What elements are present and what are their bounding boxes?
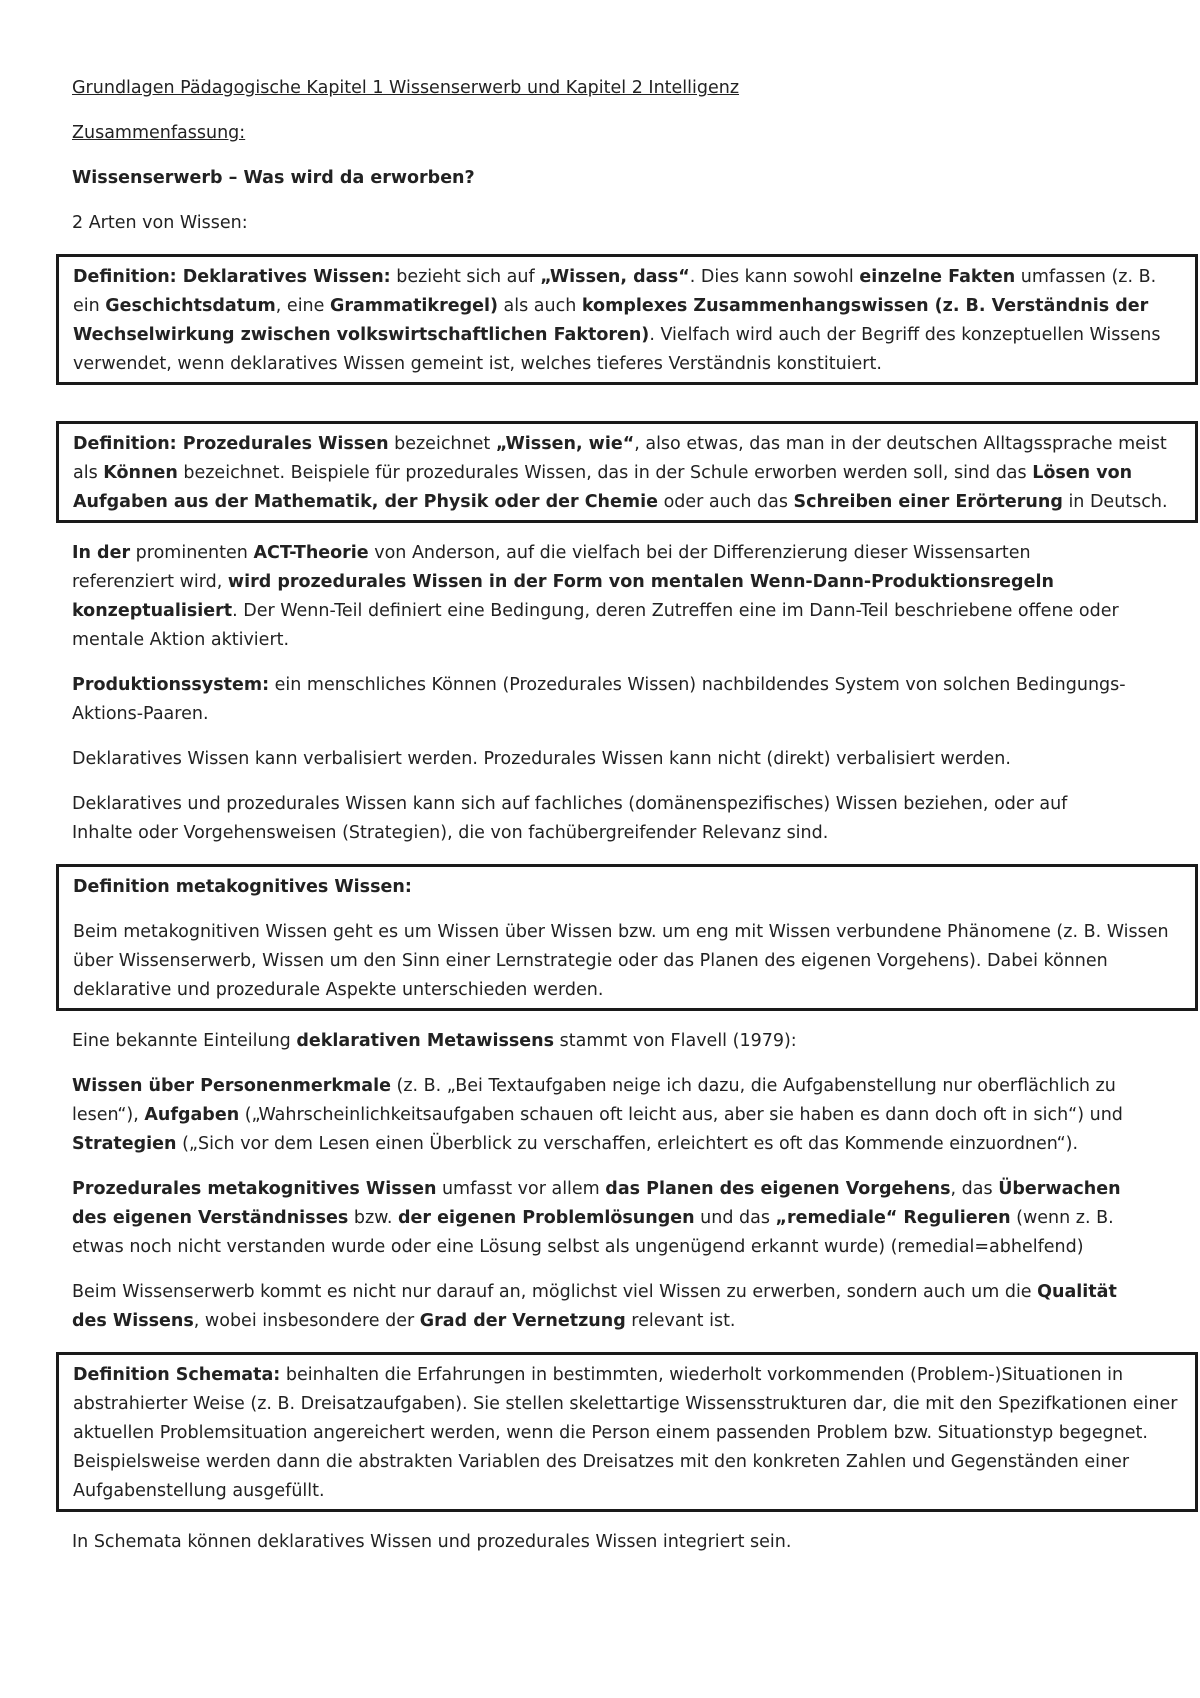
text-run: in Deutsch. [1062, 492, 1168, 512]
bold-run: „Wissen, dass“ [540, 267, 690, 287]
bold-run: „remediale“ Regulieren [775, 1208, 1011, 1228]
bold-run: Strategien [72, 1134, 177, 1154]
flavell-paragraph [72, 1027, 1132, 1056]
section-heading [72, 164, 1132, 193]
bold-run: Grad der Vernetzung [419, 1311, 626, 1331]
text-run: bezieht sich auf [390, 267, 541, 287]
bold-run: Können [103, 463, 178, 483]
bold-run: wird prozedurales Wissen in der Form von mentalen Wenn-Dann-Produktionsregeln konzeptualisiert [72, 572, 1054, 621]
text-run: umfasst vor allem [436, 1179, 606, 1199]
production-system-paragraph [72, 671, 1132, 729]
quality-paragraph [72, 1278, 1132, 1336]
text-run: bzw. [348, 1208, 398, 1228]
bold-run: das Planen des eigenen Vorgehens [605, 1179, 951, 1199]
definition-schema-text [73, 1361, 1181, 1506]
text-run: stammt von Flavell (1979): [554, 1031, 797, 1051]
domain-paragraph: Deklaratives und prozedurales Wissen kann sich auf fachliches (domänenspezifisches) Wissen beziehen, oder auf Inhalte oder Vorgehensweisen (Strategien), die von fachübergreifender Relevanz sind. [72, 794, 1068, 843]
section-intro: 2 Arten von Wissen: [72, 213, 248, 233]
bold-run: ACT-Theorie [253, 543, 369, 563]
section-heading-text: Wissenserwerb – Was wird da erworben? [72, 168, 475, 188]
text-run: Beim Wissenserwerb kommt es nicht nur darauf an, möglichst viel Wissen zu erwerben, sondern auch um die [72, 1282, 1038, 1302]
text-run: , das [950, 1179, 999, 1199]
text-run: prominenten [130, 543, 254, 563]
bold-run: komplexes Zusammenhangswissen (z. B. Verständnis der Wechselwirkung zwischen volkswirtschaftlichen Faktoren) [73, 296, 1149, 345]
text-run: , wobei insbesondere der [193, 1311, 420, 1331]
bold-run: Aufgaben [144, 1105, 240, 1125]
bold-run: einzelne Fakten [859, 267, 1016, 287]
bold-run: „Wissen, wie“ [495, 434, 635, 454]
bold-run: Schreiben einer Erörterung [793, 492, 1063, 512]
definition-box-schemata [56, 1352, 1198, 1512]
bold-run: deklarativen Metawissens [296, 1031, 555, 1051]
definition-meta-label [73, 873, 1181, 902]
text-run: (wenn z. B. etwas noch nicht verstanden wurde oder eine Lösung selbst als ungenügend erkannt wurde) (remedial=abhelfend) [72, 1208, 1114, 1257]
bold-run: Prozedurales metakognitives Wissen [72, 1179, 437, 1199]
bold-run: der eigenen Problemlösungen [398, 1208, 695, 1228]
text-run: . Vielfach wird auch der Begriff des konzeptuellen Wissens verwendet, wenn deklaratives Wissen gemeint ist, welches tieferes Verständnis konstituiert. [73, 325, 1161, 374]
text-run: oder auch das [658, 492, 794, 512]
document-content [72, 74, 1178, 1557]
definition-box-declarative [56, 254, 1198, 385]
text-run: als auch [497, 296, 582, 316]
bold-run: Produktionssystem: [72, 675, 270, 695]
definition-label: Definition: Deklaratives Wissen: [73, 267, 391, 287]
text-run: , eine [275, 296, 330, 316]
text-run: Eine bekannte Einteilung [72, 1031, 297, 1051]
text-run: von Anderson, auf die vielfach bei der Differenzierung dieser Wissensarten referenziert wird, [72, 543, 1031, 592]
text-run: (z. B. „Bei Textaufgaben neige ich dazu, die Aufgabenstellung nur oberflächlich zu lesen“), [72, 1076, 1116, 1125]
bold-run: Wissen über Personenmerkmale [72, 1076, 391, 1096]
text-run: („Sich vor dem Lesen einen Überblick zu verschaffen, erleichtert es oft das Kommende einzuordnen“). [176, 1134, 1079, 1154]
definition-declarative-text [73, 263, 1181, 379]
definition-box-procedural [56, 421, 1198, 523]
bold-run: Lösen von Aufgaben aus der Mathematik, der Physik oder der Chemie [73, 463, 1133, 512]
text-run: . Dies kann sowohl [689, 267, 860, 287]
text-run: ein menschliches Können (Prozedurales Wissen) nachbildendes System von solchen Bedingungs-Aktions-Paaren. [72, 675, 1126, 724]
bold-run: Grammatikregel) [329, 296, 498, 316]
text-run: bezeichnet. Beispiele für prozedurales Wissen, das in der Schule erworben werden soll, sind das [177, 463, 1033, 483]
text-run: . Der Wenn-Teil definiert eine Bedingung, deren Zutreffen eine im Dann-Teil beschriebene offene oder mentale Aktion aktiviert. [72, 601, 1119, 650]
text-run: („Wahrscheinlichkeitsaufgaben schauen oft leicht aus, aber sie haben es dann doch oft in sich“) und [239, 1105, 1123, 1125]
definition-label: Definition Schemata: [73, 1365, 281, 1385]
closing-paragraph: In Schemata können deklaratives Wissen und prozedurales Wissen integriert sein. [72, 1532, 792, 1552]
procedural-meta-paragraph [72, 1175, 1132, 1262]
text-run: beinhalten die Erfahrungen in bestimmten, wiederholt vorkommenden (Problem-)Situationen in abstrahierter Weise (z. B. Dreisatzaufgaben). Sie stellen skelettartige Wissensstrukturen dar, die mit den Spezifkationen einer aktuellen Problemsituation angereichert werden, wenn die Person einem passenden Problem bzw. Situationstyp begegnet. Beispielsweise werden dann die abstrakten Variablen des Dreisatzes mit den konkreten Zahlen und Gegenständen einer Aufgabenstellung ausgefüllt. [73, 1365, 1178, 1501]
person-task-strategy-paragraph [72, 1072, 1132, 1159]
document-title: Grundlagen Pädagogische Kapitel 1 Wissenserwerb und Kapitel 2 Intelligenz [72, 78, 740, 98]
definition-label: Definition: Prozedurales Wissen [73, 434, 389, 454]
summary-heading: Zusammenfassung: [72, 123, 246, 143]
text-run: bezeichnet [388, 434, 496, 454]
act-theory-paragraph [72, 539, 1132, 655]
bold-run: In der [72, 543, 131, 563]
verbalize-paragraph: Deklaratives Wissen kann verbalisiert werden. Prozedurales Wissen kann nicht (direkt) verbalisiert werden. [72, 749, 1011, 769]
text-run: und das [694, 1208, 776, 1228]
definition-label: Definition metakognitives Wissen: [73, 877, 412, 897]
definition-procedural-text [73, 430, 1181, 517]
text-run: , also etwas, das man in der deutschen Alltagssprache meist als [73, 434, 1167, 483]
definition-meta-text: Beim metakognitiven Wissen geht es um Wissen über Wissen bzw. um eng mit Wissen verbundene Phänomene (z. B. Wissen über Wissenserwerb, Wissen um den Sinn einer Lernstrategie oder das Planen des eigenen Vorgehens). Dabei können deklarative und prozedurale Aspekte unterschieden werden. [73, 922, 1169, 1000]
bold-run: Geschichtsdatum [105, 296, 276, 316]
bold-run: Qualität des Wissens [72, 1282, 1117, 1331]
text-run: umfassen (z. B. ein [73, 267, 1157, 316]
definition-box-metacognitive [56, 864, 1198, 1011]
bold-run: Überwachen des eigenen Verständnisses [72, 1179, 1121, 1228]
text-run: relevant ist. [625, 1311, 736, 1331]
